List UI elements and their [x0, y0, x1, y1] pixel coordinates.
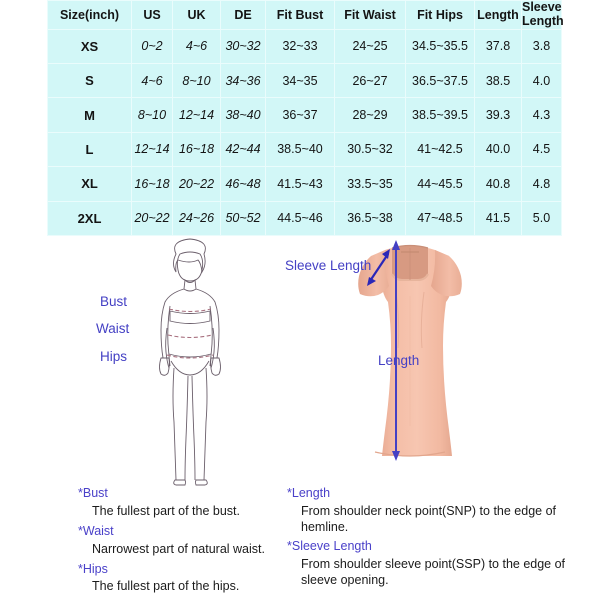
size-chart-table-container [47, 0, 564, 236]
cell-us: 0~2 [132, 29, 173, 63]
cell-fit-hips: 34.5~35.5 [406, 29, 475, 63]
cell-sleeve: 4.5 [522, 132, 562, 166]
cell-us: 4~6 [132, 63, 173, 97]
column-header-size: Size(inch) [48, 1, 132, 30]
cell-fit-waist: 30.5~32 [335, 132, 406, 166]
cell-length: 38.5 [475, 63, 522, 97]
legend-desc-bust: The fullest part of the bust. [92, 503, 240, 518]
cell-fit-bust: 38.5~40 [266, 132, 335, 166]
cell-us: 20~22 [132, 201, 173, 235]
cell-fit-hips: 47~48.5 [406, 201, 475, 235]
cell-fit-bust: 36~37 [266, 98, 335, 132]
cell-de: 34~36 [221, 63, 266, 97]
legend-desc-sleeve-length: From shoulder sleeve point(SSP) to the edge of sleeve opening. [301, 556, 566, 587]
legend-term-sleeve-length: *Sleeve Length [287, 539, 372, 554]
cell-size: XS [48, 29, 132, 63]
measurement-legend [0, 486, 600, 600]
dress-label-length: Length [378, 353, 420, 368]
legend-term-waist: *Waist [78, 523, 114, 538]
cell-size: XL [48, 167, 132, 201]
cell-sleeve: 4.0 [522, 63, 562, 97]
cell-us: 8~10 [132, 98, 173, 132]
column-header-us: US [132, 1, 173, 30]
table-row [48, 29, 562, 63]
cell-uk: 12~14 [173, 98, 221, 132]
cell-fit-waist: 33.5~35 [335, 167, 406, 201]
cell-uk: 16~18 [173, 132, 221, 166]
table-row [48, 201, 562, 235]
cell-sleeve: 4.8 [522, 167, 562, 201]
cell-length: 41.5 [475, 201, 522, 235]
cell-uk: 8~10 [173, 63, 221, 97]
cell-size: L [48, 132, 132, 166]
cell-size: 2XL [48, 201, 132, 235]
legend-desc-waist: Narrowest part of natural waist. [92, 541, 265, 556]
cell-length: 40.0 [475, 132, 522, 166]
waist-measure-line [168, 335, 212, 338]
cell-fit-bust: 32~33 [266, 29, 335, 63]
legend-column-garment [287, 486, 587, 592]
measurement-illustrations [0, 236, 600, 486]
cell-size: S [48, 63, 132, 97]
cell-sleeve: 3.8 [522, 29, 562, 63]
column-header-fit-waist: Fit Waist [335, 1, 406, 30]
cell-de: 50~52 [221, 201, 266, 235]
cell-de: 38~40 [221, 98, 266, 132]
column-header-fit-bust: Fit Bust [266, 1, 335, 30]
dress-sleeve-right [431, 250, 462, 296]
size-chart-table [47, 0, 562, 236]
cell-length: 39.3 [475, 98, 522, 132]
cell-fit-hips: 44~45.5 [406, 167, 475, 201]
cell-fit-waist: 24~25 [335, 29, 406, 63]
cell-uk: 20~22 [173, 167, 221, 201]
table-header-row [48, 1, 562, 30]
cell-fit-bust: 34~35 [266, 63, 335, 97]
cell-de: 30~32 [221, 29, 266, 63]
column-header-uk: UK [173, 1, 221, 30]
cell-fit-hips: 41~42.5 [406, 132, 475, 166]
cell-fit-waist: 28~29 [335, 98, 406, 132]
cell-fit-waist: 26~27 [335, 63, 406, 97]
cell-size: M [48, 98, 132, 132]
cell-de: 42~44 [221, 132, 266, 166]
legend-term-hips: *Hips [78, 561, 108, 576]
dress-sleeve-left [358, 250, 389, 296]
bust-measure-line [169, 309, 211, 312]
cell-uk: 4~6 [173, 29, 221, 63]
table-row [48, 132, 562, 166]
cell-fit-hips: 36.5~37.5 [406, 63, 475, 97]
body-label-bust: Bust [100, 294, 128, 309]
cell-fit-waist: 36.5~38 [335, 201, 406, 235]
body-label-waist: Waist [96, 321, 130, 336]
column-header-fit-hips: Fit Hips [406, 1, 475, 30]
cell-sleeve: 4.3 [522, 98, 562, 132]
cell-fit-bust: 41.5~43 [266, 167, 335, 201]
body-label-hips: Hips [100, 349, 128, 364]
cell-us: 16~18 [132, 167, 173, 201]
female-body-figure-icon [130, 236, 250, 486]
column-header-sleeve-length: Sleeve Length [522, 0, 564, 28]
legend-desc-length: From shoulder neck point(SNP) to the edge of hemline. [301, 503, 556, 534]
dress-label-sleeve-length: Sleeve Length [285, 258, 372, 273]
legend-term-bust: *Bust [78, 486, 108, 500]
cell-length: 37.8 [475, 29, 522, 63]
cell-fit-bust: 44.5~46 [266, 201, 335, 235]
cell-uk: 24~26 [173, 201, 221, 235]
table-row [48, 167, 562, 201]
cell-sleeve: 5.0 [522, 201, 562, 235]
table-row [48, 63, 562, 97]
cell-length: 40.8 [475, 167, 522, 201]
legend-desc-hips: The fullest part of the hips. [92, 579, 240, 594]
legend-column-body [78, 486, 298, 600]
cell-fit-hips: 38.5~39.5 [406, 98, 475, 132]
cell-us: 12~14 [132, 132, 173, 166]
cell-de: 46~48 [221, 167, 266, 201]
column-header-length: Length [475, 1, 522, 30]
column-header-de: DE [221, 1, 266, 30]
table-row [48, 98, 562, 132]
legend-term-length: *Length [287, 486, 331, 500]
